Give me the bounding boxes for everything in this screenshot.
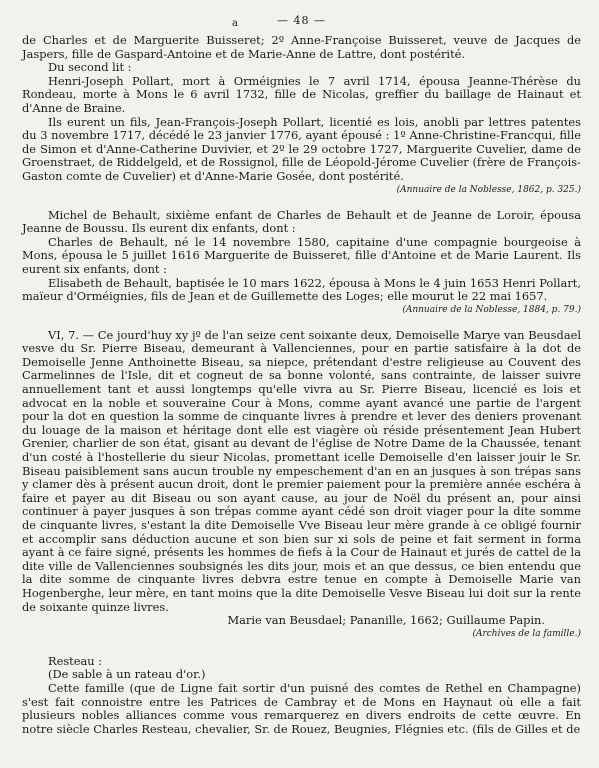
paragraph: de Charles et de Marguerite Buisseret; 2º Anne-Françoise Buisseret, veuve de Jacques de Jaspers, fille de Gaspard-Antoine et de Marie-Anne de Lattre, dont postérité. (22, 33, 581, 61)
paragraph: Ils eurent un fils, Jean-François-Joseph Pollart, licentié es lois, anobli par lettres patentes du 3 novembre 1717, décédé le 23 janvier 1776, ayant épousé : 1º Anne-Christine-Francqui, fille de Simon et d'Anne-Catherine Duvivier, et 2º le 29 octobre 1727, Marguerite Cuvelier, dame de Groenstraet, de Riddelgeld, et de Rossignol, fille de Léopold-Jérome Cuvelier (frère de François-Gaston comte de Cuvelier) et d'Anne-Marie Gosée, dont postérité. (22, 114, 581, 183)
page-mark: a (232, 18, 238, 29)
source-citation: (Archives de la famille.) (472, 628, 581, 639)
paragraph: Cette famille (que de Ligne fait sortir d'un puisné des comtes de Rethel en Champagne) s'est fait connoistre entre les Patrices de Cambray et de Mons en Haynaut où elle a fait plusieurs nobles alliances comme vous remarquerez en divers endroits de cette œuvre. En notre siècle Charles Resteau, chevalier, Sr. de Rouez, Beugnies, Flégnies etc. (fils de Gilles et de (22, 680, 581, 736)
source-citation: (Annuaire de la Noblesse, 1884, p. 79.) (402, 304, 581, 315)
paragraph: VI, 7. — Ce jourd'huy xy jº de l'an seize cent soixante deux, Demoiselle Marye van Beusdael vesve du Sr. Pierre Biseau, demeurant à Vallenciennes, pour en partie satisfaire à la dot de Demoiselle Jenne Anthoinette Biseau, sa niepce, prétendant d'estre religieuse au Couvent des Carmelinnes de l'Isle, dit et cogneut de sa bonne volonté, sans contrainte, de laisser suivre annuellement tant et aussi longtemps qu'elle vivra au Sr. Pierre Biseau, licencié es lois et advocat en la noble et souveraine Cour à Mons, comme ayant avancé une partie de l'argent pour la dot en question la somme de cinquante livres à prendre et lever des deniers provenant du louage de la maison et héritage dont elle est viagère où réside présentement Jean Hubert Grenier, charlier de son état, gisant au devant de l'église de Notre Dame de la Chaussée, tenant d'un costé à l'hostellerie du sieur Nicolas, promettant icelle Demoiselle d'en laisser jouir le Sr. Biseau paisiblement sans aucun trouble ny empeschement d'an en an jusques à son trépas sans y clamer dès à présent aucun droit, dont le premier paiement pour la première année eschéra à faire et payer au dit Biseau ou son ayant cause, au jour de Noël du présent an, pour ainsi continuer à payer jusques à son trépas comme ayant cédé son droit viager pour la dite somme de cinquante livres, s'estant la dite Demoiselle Vve Biseau leur mère grande à ce obligé fournir et accomplir sans déduction aucune et son bien sur xi sols de peine et fait serment in forma ayant à ce faire signé, présents les hommes de fiefs à la Cour de Hainaut et jurés de cattel de la dite ville de Vallenciennes soubsignés les dits jour, mois et an que dessus, ce bien entendu que la dite somme de cinquante livres debvra estre tenue en compte à Demoiselle Marie van Hogenberghe, leur mère, en tant moins que la dite Demoiselle Vesve Biseau lui doit sur la rente de soixante quinze livres. (22, 327, 581, 614)
signature-line: Marie van Beusdael; Pananille, 1662; Guillaume Papin. (227, 613, 545, 628)
paragraph: Charles de Behault, né le 14 novembre 1580, capitaine d'une compagnie bourgeoise à Mons, épousa le 5 juillet 1616 Marguerite de Buisseret, fille d'Antoine et de Marie Laurent. Ils eurent six enfants, dont : (22, 234, 581, 276)
arms-description: (De sable à un rateau d'or.) (48, 667, 206, 682)
paragraph: Michel de Behault, sixième enfant de Charles de Behault et de Jeanne de Loroir, épousa Jeanne de Boussu. Ils eurent dix enfants, dont : (22, 207, 581, 236)
paragraph: Henri-Joseph Pollart, mort à Orméignies le 7 avril 1714, épousa Jeanne-Thérèse du Rondeau, morte à Mons le 6 avril 1732, fille de Nicolas, greffier du baillage de Hainaut et d'Anne de Braine. (22, 73, 581, 115)
paragraph: Du second lit : (48, 60, 132, 75)
section-title: Resteau : (48, 653, 103, 668)
source-citation: (Annuaire de la Noblesse, 1862, p. 325.) (396, 184, 581, 195)
paragraph: Elisabeth de Behault, baptisée le 10 mars 1622, épousa à Mons le 4 juin 1653 Henri Pollart, maïeur d'Orméignies, fils de Jean et de Guillemette des Loges; elle mourut le 22 mai 1657. (22, 275, 581, 304)
page-number: — 48 — (277, 14, 326, 27)
